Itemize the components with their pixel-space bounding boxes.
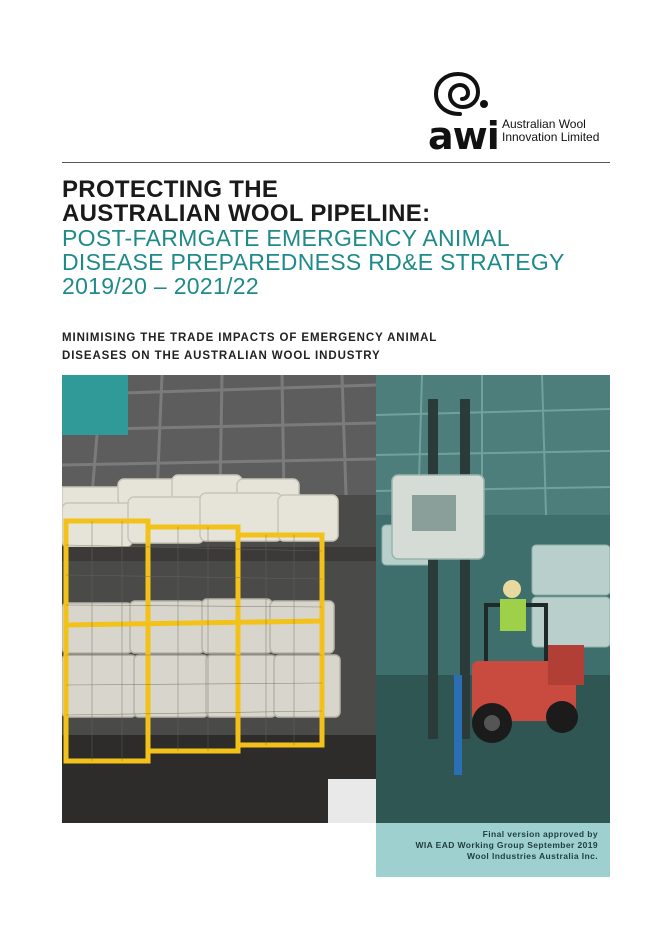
approval-panel bbox=[376, 823, 610, 877]
organization-name bbox=[502, 118, 614, 144]
teal-accent-block bbox=[62, 375, 128, 435]
title-line-4: DISEASE PREPAREDNESS RD&E STRATEGY bbox=[62, 249, 565, 275]
organization-name-line-1: Australian Wool bbox=[502, 117, 586, 131]
subtitle-line-1: MINIMISING THE TRADE IMPACTS OF EMERGENCY ANIMAL bbox=[62, 332, 438, 344]
title-line-2: AUSTRALIAN WOOL PIPELINE: bbox=[62, 200, 431, 227]
approval-line-3: Wool Industries Australia Inc. bbox=[466, 851, 598, 861]
approval-note bbox=[415, 829, 598, 862]
spiral-logo-icon bbox=[430, 70, 494, 116]
light-accent-block bbox=[328, 779, 376, 823]
cover-photo bbox=[62, 375, 610, 823]
title-line-1: PROTECTING THE bbox=[62, 176, 279, 203]
approval-line-1: Final version approved by bbox=[482, 829, 598, 839]
document-subtitle bbox=[62, 329, 437, 365]
document-title bbox=[62, 178, 622, 298]
title-line-3: POST-FARMGATE EMERGENCY ANIMAL bbox=[62, 225, 510, 251]
awi-wordmark: awi bbox=[428, 114, 499, 158]
warehouse-forklift-image bbox=[62, 375, 610, 823]
header-divider bbox=[62, 162, 610, 163]
organization-name-line-2: Innovation Limited bbox=[502, 130, 600, 144]
title-line-5: 2019/20 – 2021/22 bbox=[62, 273, 259, 299]
subtitle-line-2: DISEASES ON THE AUSTRALIAN WOOL INDUSTRY bbox=[62, 350, 381, 362]
awi-logo bbox=[424, 70, 614, 158]
approval-line-2: WIA EAD Working Group September 2019 bbox=[415, 840, 598, 850]
